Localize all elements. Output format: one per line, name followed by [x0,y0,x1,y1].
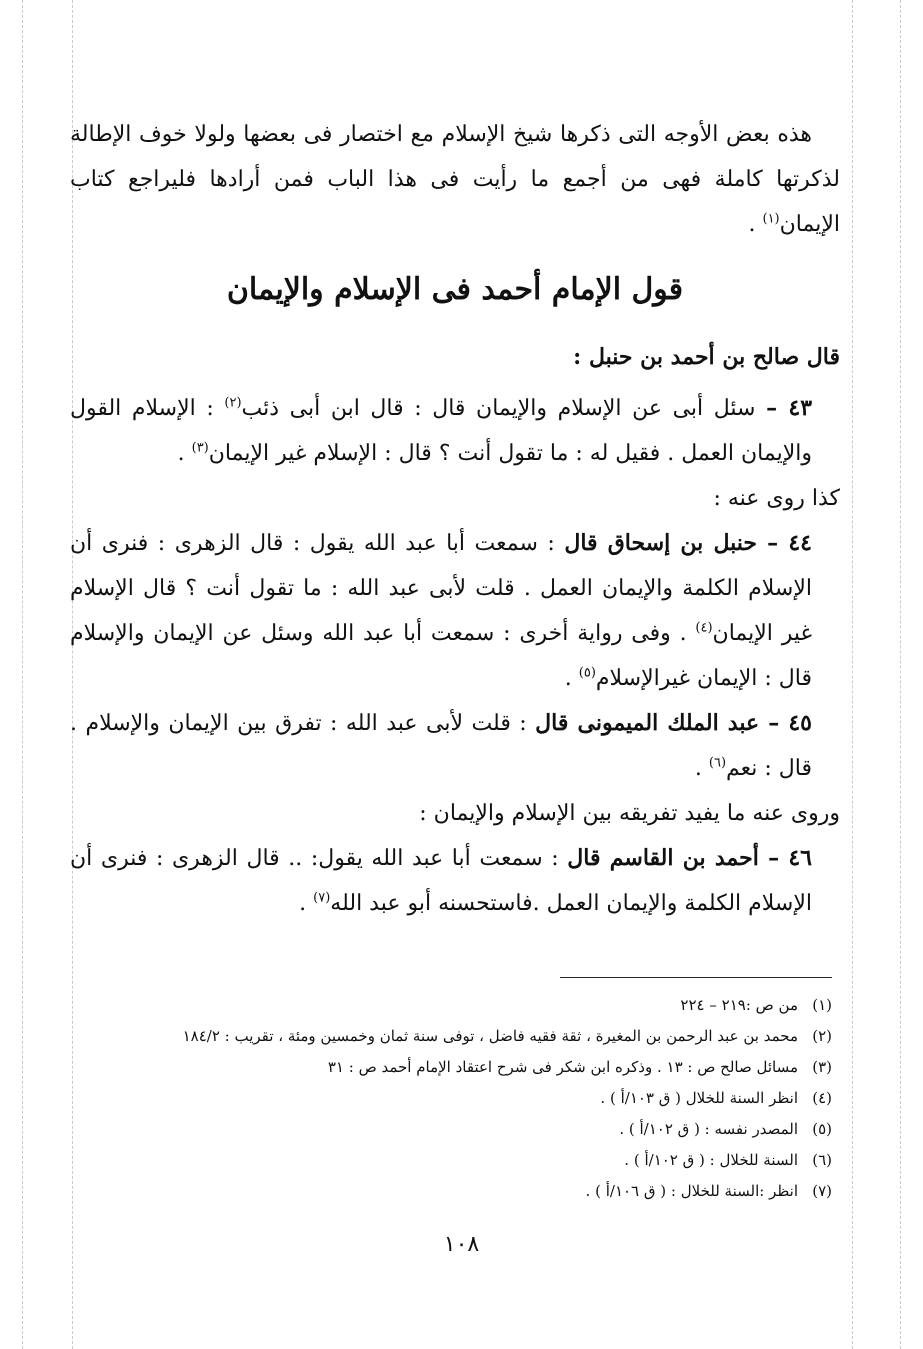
scan-guide-line [852,0,853,1349]
footnote-text: انظر :السنة للخلال : ( ق ١٠٦/أ ) . [585,1182,798,1200]
footnote-number: (٢) [812,1027,832,1045]
footnote-text: السنة للخلال : ( ق ١٠٢/أ ) . [624,1151,798,1169]
rawa-line: وروى عنه ما يفيد تفريقه بين الإسلام والإيمان : [419,801,840,826]
footnote-ref: (٧) [313,890,331,906]
footnote-text: محمد بن عبد الرحمن بن المغيرة ، ثقة فقيه فاضل ، توفى سنة ثمان وخمسين ومئة ، تقريب : ١٨٤/٢ [182,1027,798,1045]
item-45 [70,701,840,791]
item-44 [70,521,840,701]
footnote-number: (٦) [812,1151,832,1169]
item-text: . [299,891,314,916]
item-text: . [177,441,192,466]
item-number: ٤٣ – [766,395,813,421]
footnote-item [70,1021,840,1052]
intro-paragraph [70,112,840,247]
item-text: سئل أبى عن الإسلام والإيمان قال : قال ابن أبى ذئب [241,396,767,421]
item-43 [70,386,840,476]
footnote-ref: (٣) [191,440,209,456]
footnote-ref: (١) [762,211,780,227]
item-text: : سمعت أبا عبد الله يقول : قال الزهرى : فنرى أن الإسلام الكلمة والإيمان العمل . قلت لأبى عبد الله : ما تقول أنت ؟ قال الإسلام غير الإيمان [70,531,813,646]
kaza-line: كذا روى عنه : [713,486,840,511]
footnote-text: مسائل صالح ص : ١٣ . وذكره ابن شكر فى شرح اعتقاد الإمام أحمد ص : ٣١ [327,1058,798,1076]
intro-line-3: فليراجع كتاب الإيمان [70,167,840,237]
footnote-text: المصدر نفسه : ( ق ١٠٢/أ ) . [619,1120,798,1138]
footnote-item [70,990,840,1021]
lead-line: قال صالح بن أحمد بن حنبل : [573,344,840,370]
footnote-text: انظر السنة للخلال ( ق ١٠٣/أ ) . [600,1089,798,1107]
footnote-number: (٧) [812,1182,832,1200]
footnote-ref: (٥) [578,665,596,681]
footnote-number: (٣) [812,1058,832,1076]
item-text: . [564,666,579,691]
item-text: : الإسلام القول والإيمان العمل . فقيل له : ما تقول أنت ؟ قال : الإسلام غير الإيمان [70,396,812,466]
footnote-ref: (٤) [695,620,713,636]
item-number: ٤٤ – [767,530,812,556]
footnote-item [70,1083,840,1114]
scan-guide-line [900,0,901,1349]
intro-line-1: هذه بعض الأوجه التى ذكرها شيخ الإسلام مع اختصار فى بعضها ولولا [194,122,813,147]
item-number: ٤٦ – [768,845,812,871]
footnote-item [70,1114,840,1145]
footnote-item [70,1176,840,1207]
scan-guide-line [22,0,23,1349]
page-body [70,112,840,926]
intro-line-2: خوف الإطالة لذكرتها كاملة فهى من أجمع ما رأيت فى هذا الباب فمن أرادها [70,122,840,192]
footnotes [70,990,840,1207]
item-text: . [694,756,709,781]
item-text: : قلت لأبى عبد الله : تفرق بين الإيمان والإسلام . قال : نعم [70,711,812,781]
item-number: ٤٥ – [768,710,812,736]
section-heading: قول الإمام أحمد فى الإسلام والإيمان [226,272,684,307]
page-number: ١٠٨ [443,1232,480,1257]
footnote-ref: (٢) [224,395,242,411]
narrator-name: حنبل بن إسحاق قال [564,530,768,556]
item-46 [70,836,840,926]
footnote-item [70,1145,840,1176]
footnote-divider [560,977,832,978]
footnote-number: (٤) [812,1089,832,1107]
item-text: . وفى رواية أخرى : سمعت أبا عبد الله وسئل عن الإيمان والإسلام قال : الإيمان غيرالإسلام [70,621,812,691]
narrator-name: عبد الملك الميمونى قال [535,710,769,736]
footnote-text: من ص :٢١٩ – ٢٢٤ [680,996,798,1014]
intro-line-3-end: . [748,212,763,237]
footnote-item [70,1052,840,1083]
narrator-name: أحمد بن القاسم قال [567,845,769,871]
item-text: : سمعت أبا عبد الله يقول: .. قال الزهرى : فنرى أن الإسلام الكلمة والإيمان العمل .فاستحسنه أبو عبد الله [70,846,812,916]
footnote-ref: (٦) [708,755,727,771]
footnote-number: (١) [812,996,832,1014]
footnote-number: (٥) [812,1120,832,1138]
